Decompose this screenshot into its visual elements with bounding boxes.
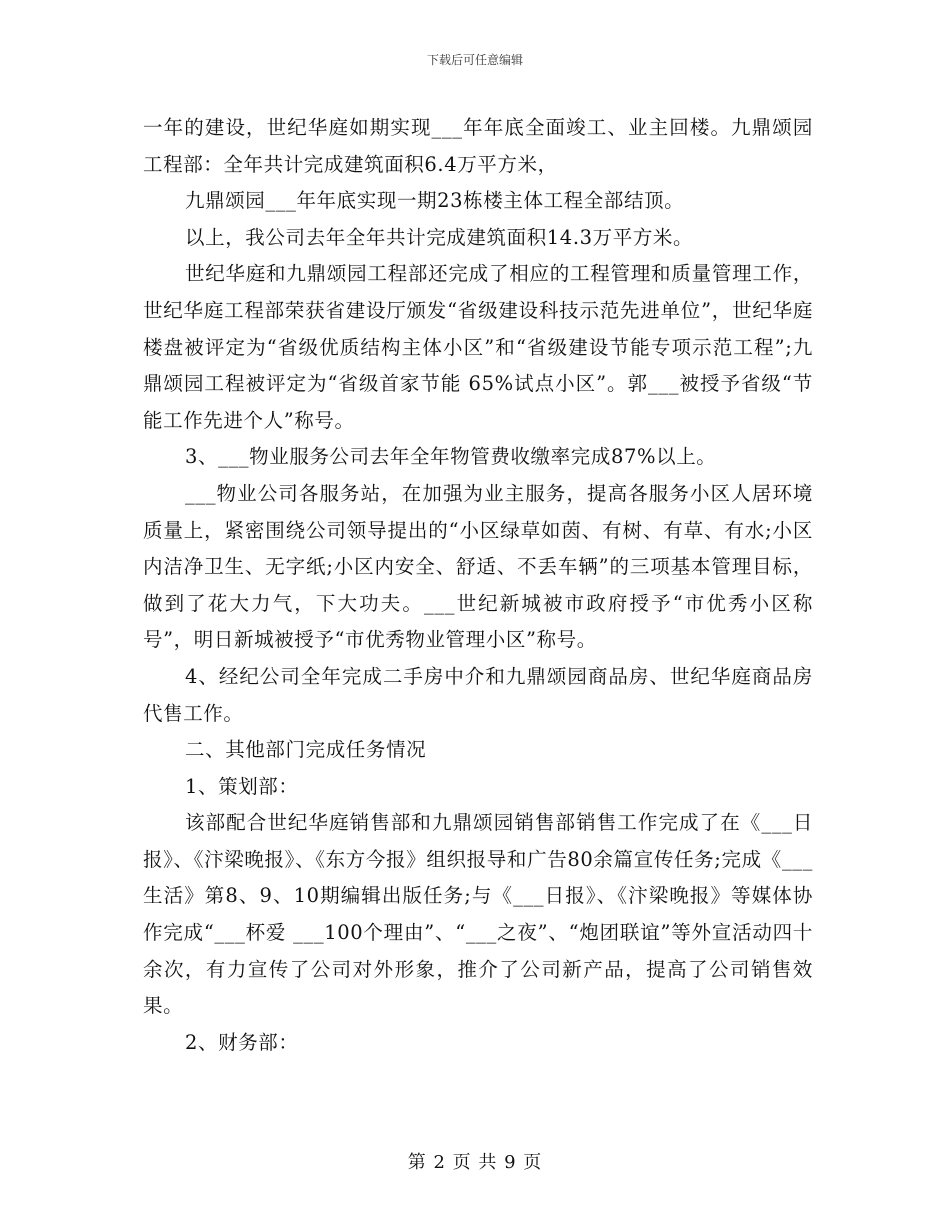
paragraph: 一年的建设，世纪华庭如期实现___年年底全面竣工、业主回楼。九鼎颂园工程部：全年共计完成建筑面积6.4万平方米， xyxy=(143,116,813,176)
page-header: 下载后可任意编辑 xyxy=(426,53,523,67)
paragraph: 3、___物业服务公司去年全年物管费收缴率完成87%以上。 xyxy=(185,445,717,469)
paragraph: 世纪华庭和九鼎颂园工程部还完成了相应的工程管理和质量管理工作，世纪华庭工程部荣获省建设厅颁发“省级建设科技示范先进单位”，世纪华庭楼盘被评定为“省级优质结构主体小区”和“省级建设节能专项示范工程”;九鼎颂园工程被评定为“省级首家节能 65%试点小区”。郭___被授予省级“节能工作先进个人”称号。 xyxy=(143,262,813,432)
subsection-heading: 1、策划部： xyxy=(185,774,299,798)
paragraph: ___物业公司各服务站，在加强为业主服务，提高各服务小区人居环境质量上，紧密围绕公司领导提出的“小区绿草如茵、有树、有草、有水;小区内洁净卫生、无字纸;小区内安全、舒适、不丢车辆”的三项基本管理目标，做到了花大力气，下大功夫。___世纪新城被市政府授予“市优秀小区称号”，明日新城被授予“市优秀物业管理小区”称号。 xyxy=(143,481,813,652)
subsection-heading: 2、财务部： xyxy=(185,1030,299,1054)
document-body xyxy=(143,110,813,1061)
paragraph: 该部配合世纪华庭销售部和九鼎颂园销售部销售工作完成了在《___日报》、《汴梁晚报》、《东方今报》组织报导和广告80余篇宣传任务;完成《___生活》第8、9、10期编辑出版任务;与《___日报》、《汴梁晚报》等媒体协作完成“___杯爱 ___100个理由”、“___之夜”、“炮团联谊”等外宣活动四十余次，有力宣传了公司对外形象，推介了公司新产品，提高了公司销售效果。 xyxy=(143,811,813,1018)
section-heading: 二、其他部门完成任务情况 xyxy=(185,738,427,762)
paragraph: 4、经纪公司全年完成二手房中介和九鼎颂园商品房、世纪华庭商品房代售工作。 xyxy=(143,664,813,725)
page-number-footer: 第 2 页 共 9 页 xyxy=(407,1152,543,1173)
paragraph: 九鼎颂园___年年底实现一期23栋楼主体工程全部结顶。 xyxy=(185,189,685,213)
paragraph: 以上，我公司去年全年共计完成建筑面积14.3万平方米。 xyxy=(185,225,694,249)
